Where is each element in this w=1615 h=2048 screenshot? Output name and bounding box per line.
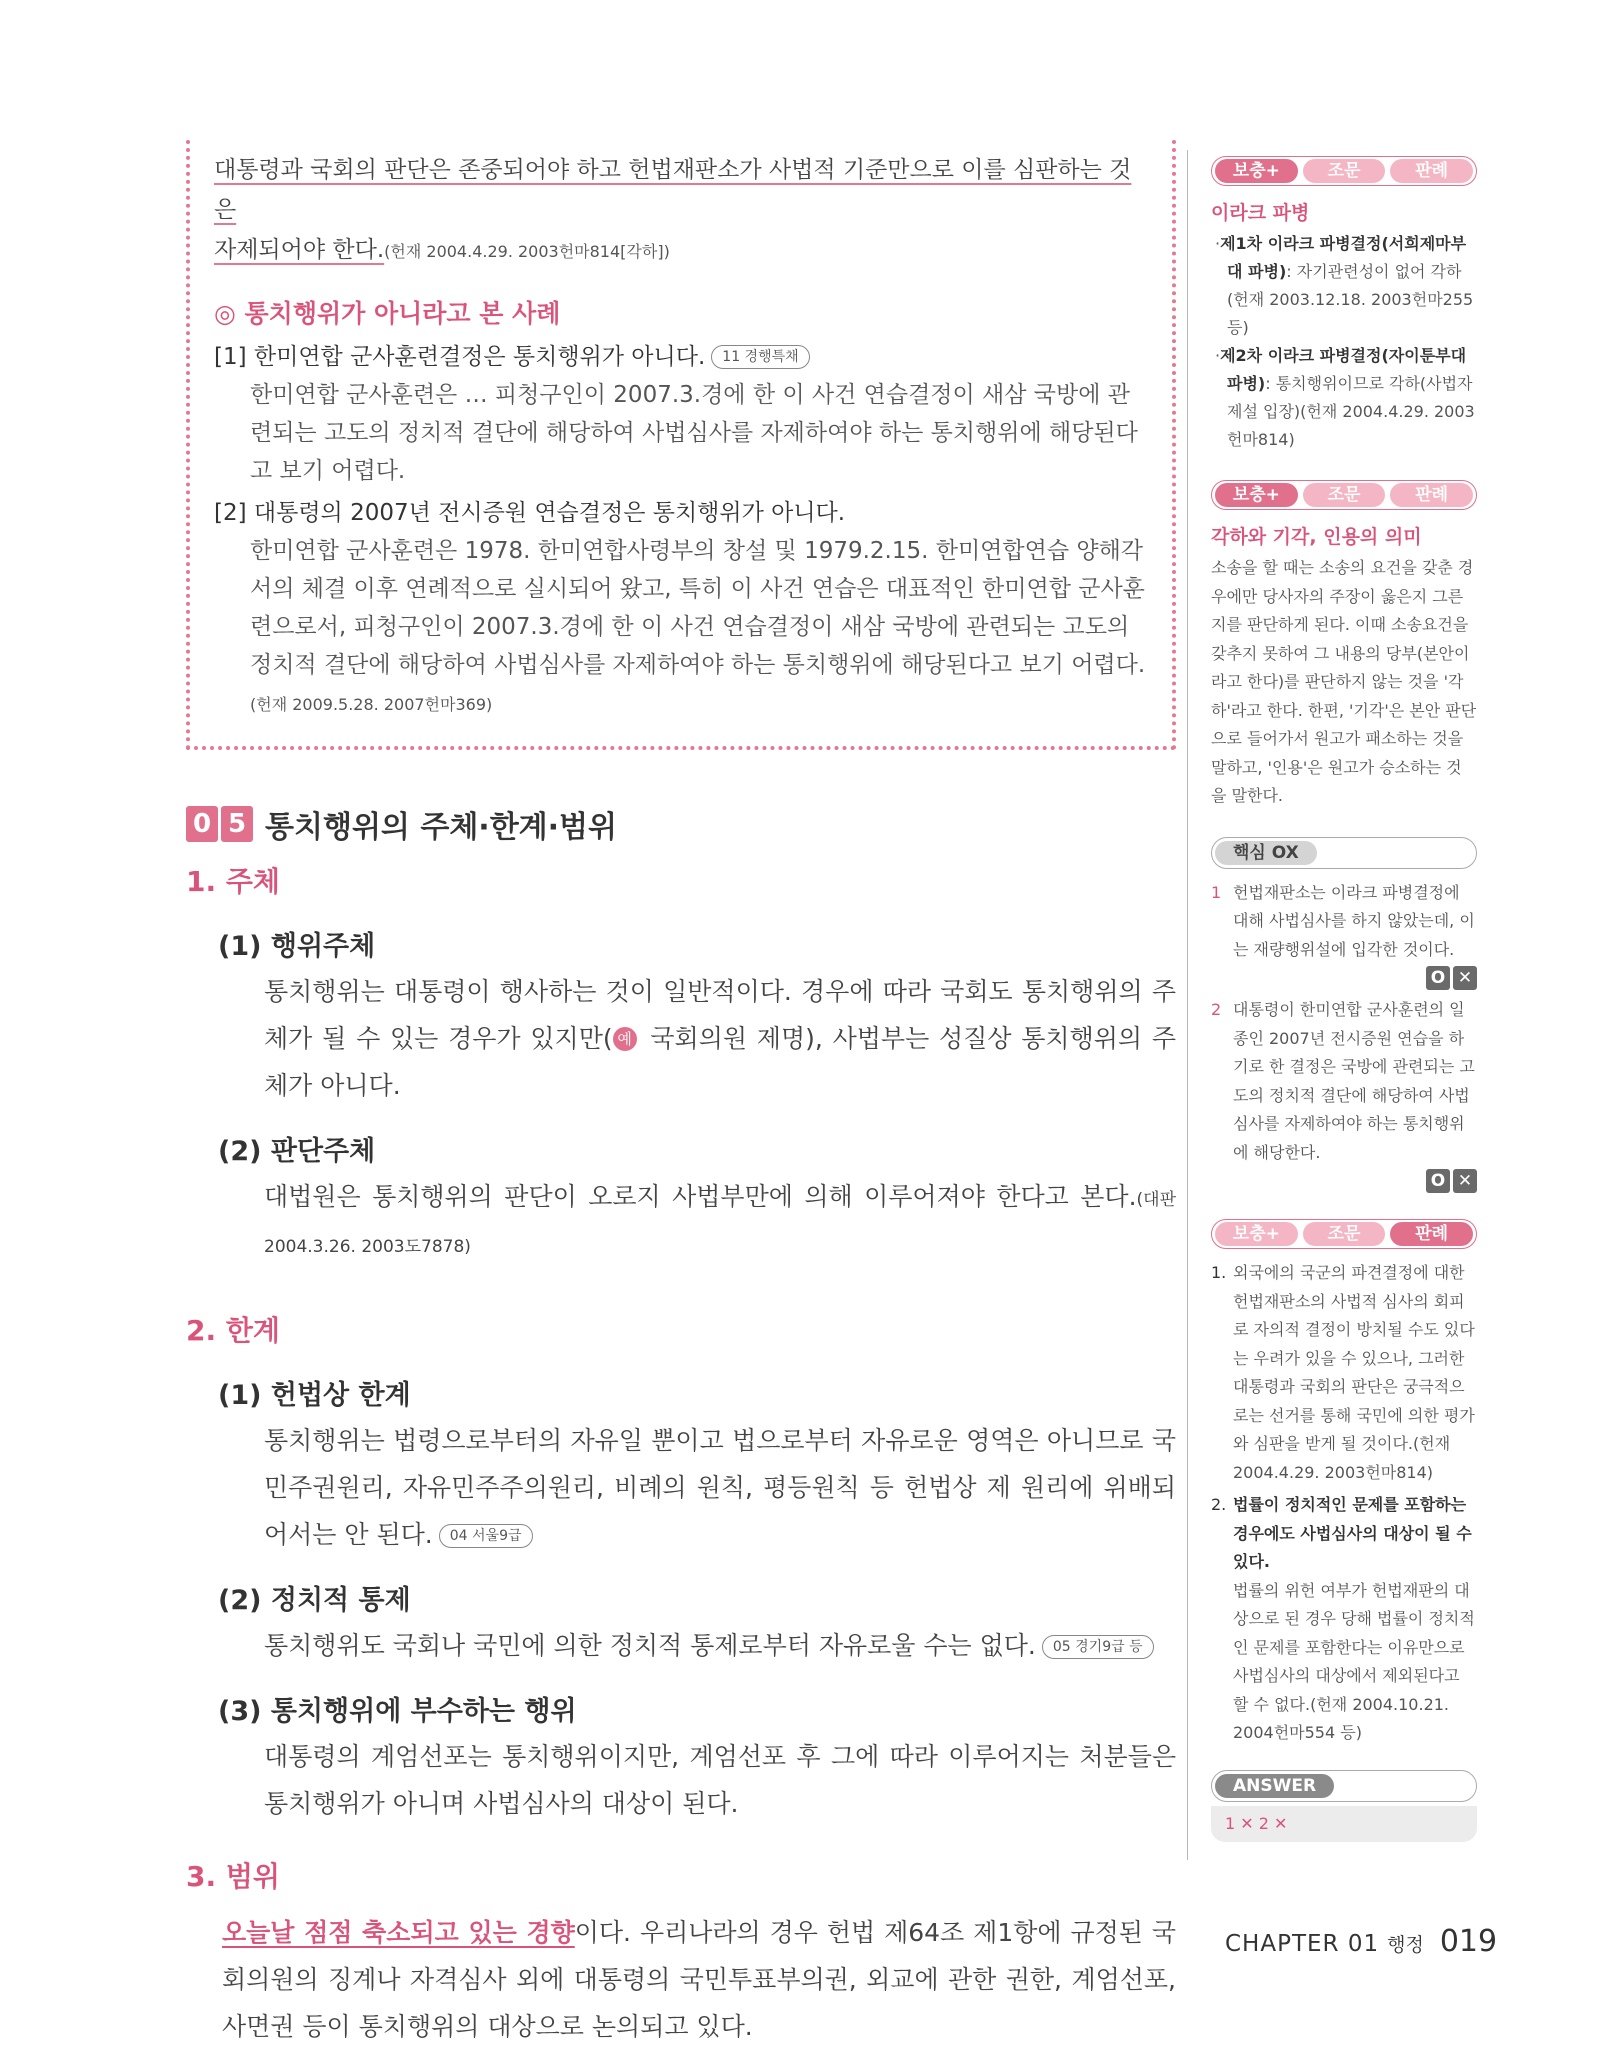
answer-label: ANSWER [1215,1774,1334,1798]
ox-question-number: 1 [1211,882,1222,902]
judge-citation: (대판 2004.3.26. 2003도7878) [264,1190,1176,1257]
precedent-text: 외국에의 국군의 파견결정에 대한 헌법재판소의 사법적 심사의 회피로 자의적 결정이 방치될 수도 있다는 우려가 있을 수 있으나, 그러한 대통령과 국회의 판단은 궁극적으로는 선거를 통해 국민에 의한 평가와 심판을 받게 될 것이다.(헌재 2004.4.29. 2003헌마814) [1233,1263,1475,1482]
heading-ancillary-act: (3) 통치행위에 부수하는 행위 [218,1696,577,1727]
exam-tag: 11 경행특채 [711,345,809,369]
scope-body: 이다. 우리나라의 경우 헌법 제64조 제1항에 규정된 국회의원의 징계나 자격심사 외에 대통령의 국민투표부의권, 외교에 관한 권한, 계엄선포, 사면권 등이 통치행위의 대상으로 논의되고 있다. [222,1918,1177,2041]
o-icon: O [1426,1169,1450,1193]
ox-bar [1211,837,1477,869]
ox-label: 핵심 OX [1215,841,1317,865]
heading-limits: 2. 한계 [186,1314,280,1347]
tab-article: 조문 [1303,159,1386,183]
heading-judge: (2) 판단주체 [218,1136,376,1167]
ox-answer-boxes [1211,1169,1477,1193]
sidebar-box-title: 각하와 기각, 인용의 의미 [1211,526,1422,548]
ox-question-text: 대통령이 한미연합 군사훈련의 일종인 2007년 전시증원 연습을 하기로 한 결정은 국방에 관련되는 고도의 정치적 결단에 해당하여 사법심사를 자제하여야 하는 통치행위에 해당한다. [1233,1000,1475,1162]
heading-political-control: (2) 정치적 통제 [218,1585,411,1616]
sidebar-box-title: 이라크 파병 [1211,202,1310,224]
intro-citation: (헌재 2004.4.29. 2003헌마814[각하]) [384,242,670,261]
list-item-text: : 통치행위이므로 각하(사법자제설 입장)(헌재 2004.4.29. 2003헌마814) [1227,374,1475,449]
list-item: ·제1차 이라크 파병결정(서희제마부대 파병): 자기관련성이 없어 각하(헌재 2003.12.18. 2003헌마255 등) [1215,234,1474,337]
case-box [186,140,1176,750]
ox-question [1211,879,1477,965]
sidebar-box-dismissal [1211,480,1477,811]
case-2-title: [2] 대통령의 2007년 전시증원 연습결정은 통치행위가 아니다. [214,500,846,526]
list-item: ·제2차 이라크 파병결정(자이툰부대 파병): 통치행위이므로 각하(사법자제설 입장)(헌재 2004.4.29. 2003헌마814) [1215,346,1475,449]
page-footer [1225,1924,1498,1959]
scope-text [186,1909,1176,2048]
intro-line-1: 대통령과 국회의 판단은 존중되어야 하고 헌법재판소가 사법적 기준만으로 이를 심판하는 것은 [214,157,1132,223]
section-number-digit: 0 [186,806,218,842]
section-number [186,806,253,842]
political-control-text [186,1622,1176,1669]
actor-text-b: 국회의원 제명), 사법부는 성질상 통치행위의 주체가 아니다. [264,1024,1176,1100]
sidebar-box-text: 소송을 할 때는 소송의 요건을 갖춘 경우에만 당사자의 주장이 옳은지 그른지를 판단하게 된다. 이때 소송요건을 갖추지 못하여 그 내용의 당부(본안이라고 한다)를 판단하지 않는 것을 '각하'라고 한다. 한편, '기각'은 본안 판단으로 들어가서 원고가 패소하는 것을 말하고, '인용'은 원고가 승소하는 것을 말한다. [1211,558,1477,805]
ox-question-text: 헌법재판소는 이라크 파병결정에 대해 사법심사를 하지 않았는데, 이는 재량행위설에 입각한 것이다. [1233,882,1475,959]
sidebar [1211,156,1477,1842]
list-item-text: : 자기관련성이 없어 각하(헌재 2003.12.18. 2003헌마255 등) [1227,262,1474,337]
case-2-citation: (헌재 2009.5.28. 2007헌마369) [250,695,493,714]
ox-question [1211,996,1477,1167]
judge-text-main: 대법원은 통치행위의 판단이 오로지 사법부만에 의해 이루어져야 한다고 본다. [264,1182,1137,1211]
scope-highlight: 오늘날 점점 축소되고 있는 경향 [222,1918,575,1947]
sidebar-tab-bar [1211,480,1477,510]
precedent-bold: 법률이 정치적인 문제를 포함하는 경우에도 사법심사의 대상이 될 수 있다. [1233,1495,1472,1571]
sidebar-box-ox [1211,837,1477,1194]
political-control-body: 통치행위도 국회나 국민에 의한 정치적 통제로부터 자유로울 수는 없다. [264,1631,1036,1660]
ox-question-number: 2 [1211,1000,1222,1019]
ox-answer-boxes [1211,966,1477,990]
intro-text [214,150,1150,272]
precedent-number: 1. [1211,1263,1227,1282]
sidebar-box-precedent [1211,1219,1477,1842]
chapter-keyword: 행정 [1387,1934,1424,1956]
actor-text [186,968,1176,1109]
intro-line-2: 자제되어야 한다. [214,237,385,263]
heading-subject: 1. 주체 [186,865,280,898]
precedent-number: 2. [1211,1495,1227,1514]
heading-constitutional-limit: (1) 헌법상 한계 [218,1380,411,1411]
tab-precedent: 판례 [1390,1222,1473,1246]
list-item-bold: 제1차 이라크 파병결정(서희제마부대 파병) [1220,234,1467,281]
sidebar-tab-bar [1211,1219,1477,1249]
case-1-body: 한미연합 군사훈련은 … 피청구인이 2007.3.경에 한 이 사건 연습결정이 새삼 국방에 관련되는 고도의 정치적 결단에 해당하여 사법심사를 자제하여야 하는 통치행위에 해당된다고 보기 어렵다. [250,382,1138,484]
tab-precedent: 판례 [1390,483,1473,507]
section-title: 통치행위의 주체·한계·범위 [265,810,618,845]
precedent-item [1211,1491,1477,1748]
precedent-text: 법률의 위헌 여부가 헌법재판의 대상으로 된 경우 당해 법률이 정치적인 문제를 포함한다는 이유만으로 사법심사의 대상에서 제외된다고 할 수 없다.(헌재 2004.10.21. 2004헌마554 등) [1233,1580,1475,1742]
case-2-body-text: 한미연합 군사훈련은 1978. 한미연합사령부의 창설 및 1979.2.15. 한미연합연습 양해각서의 체결 이후 연례적으로 실시되어 왔고, 특히 이 사건 연습은 대표적인 한미연합 군사훈련으로서, 피청구인이 2007.3.경에 한 이 사건 연습결정이 새삼 국방에 관련되는 고도의 정치적 결단에 해당하여 사법심사를 자제하여야 하는 통치행위에 해당된다고 보기 어렵다. [250,538,1146,678]
tab-supplement: 보충+ [1215,483,1298,507]
judge-text [186,1173,1176,1267]
x-icon: ✕ [1453,966,1477,990]
chapter-label: CHAPTER 01 [1225,1931,1380,1957]
page-number: 019 [1439,1924,1498,1959]
ancillary-act-text: 대통령의 계엄선포는 통치행위이지만, 계엄선포 후 그에 따라 이루어지는 처분들은 통치행위가 아니며 사법심사의 대상이 된다. [264,1742,1176,1818]
constitutional-limit-body: 통치행위는 법령으로부터의 자유일 뿐이고 법으로부터 자유로운 영역은 아니므로 국민주권원리, 자유민주주의원리, 비례의 원칙, 평등원칙 등 헌법상 제 원리에 위배되어서는 안 된다. [264,1426,1176,1549]
answer-bar [1211,1770,1477,1802]
heading-actor: (1) 행위주체 [218,931,376,962]
case-2-body [214,532,1150,724]
section-header [186,802,1176,846]
section-number-digit: 5 [221,806,253,842]
answer-box: 1 ✕ 2 ✕ [1211,1806,1477,1842]
tab-precedent: 판례 [1390,159,1473,183]
column-divider [1187,150,1188,1860]
tab-article: 조문 [1303,1222,1386,1246]
tab-article: 조문 [1303,483,1386,507]
tab-supplement: 보충+ [1215,159,1298,183]
tab-supplement: 보충+ [1215,1222,1298,1246]
heading-scope: 3. 범위 [186,1860,280,1893]
main-column [186,140,1176,2048]
not-act-heading: ◎ 통치행위가 아니라고 본 사례 [214,299,561,328]
x-icon: ✕ [1453,1169,1477,1193]
o-icon: O [1426,966,1450,990]
sidebar-tab-bar [1211,156,1477,186]
sidebar-box-iraq [1211,156,1477,454]
case-1-title-text: [1] 한미연합 군사훈련결정은 통치행위가 아니다. [214,344,706,370]
constitutional-limit-text [186,1417,1176,1558]
precedent-item [1211,1259,1477,1487]
case-1-title [214,338,1150,376]
actor-text-a: 통치행위는 대통령이 행사하는 것이 일반적이다. 경우에 따라 국회도 통치행위의 주체가 될 수 있는 경우가 있지만( [264,977,1176,1053]
example-icon: 예 [613,1027,637,1051]
exam-tag: 05 경기9급 등 [1042,1635,1154,1659]
exam-tag: 04 서울9급 [439,1524,533,1548]
list-item-bold: 제2차 이라크 파병결정(자이툰부대 파병) [1220,346,1467,393]
